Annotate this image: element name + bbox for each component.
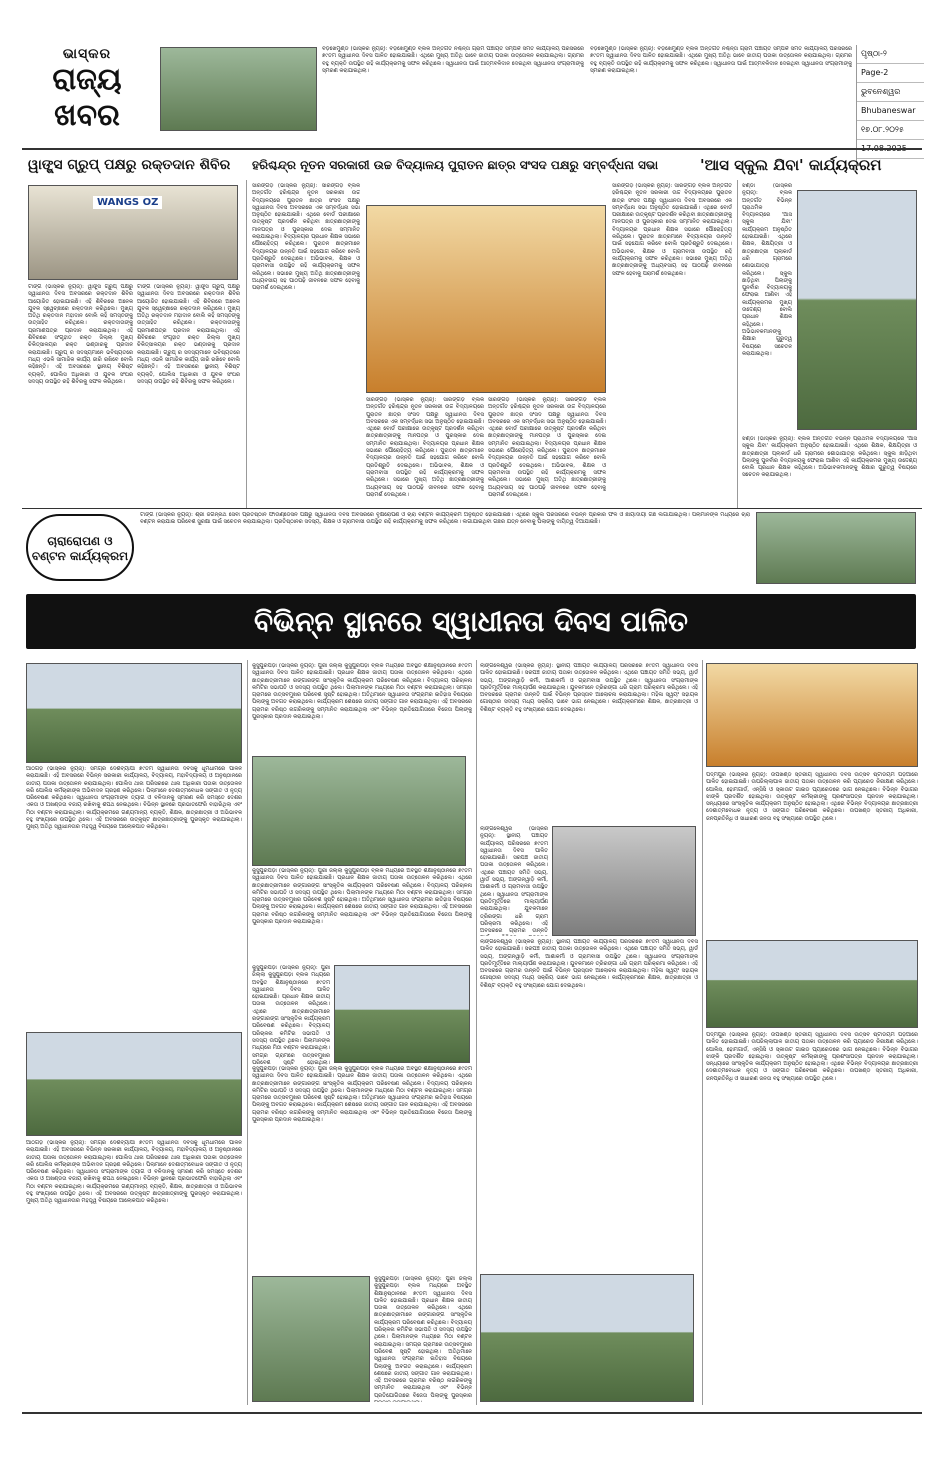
tree-flag-photo [334, 965, 470, 1063]
school-story-col2: ସାରଙ୍ଗଡ଼ (ଭାସ୍କର ନ୍ୟୁଜ୍): ସାରଙ୍ଗଡ଼ ବ୍ଲକ ଅନ୍ତର୍ଗତ ହରିଶ୍ଚନ୍ଦ୍ର ନୂତନ ସରକାରୀ ଉଚ୍ଚ ବିଦ୍ୟାଳୟରେ ପୁରାତନ ଛାତ୍ର ସଂସଦ ପକ୍ଷରୁ ସ୍ୱାଧୀନତା ଦିବସ ଅବସରରେ ଏକ ସମ୍ବର୍ଦ୍ଧନା ସଭା ଅନୁଷ୍ଠିତ ହୋଇଯାଇଛି। ଏଥିରେ ବୋର୍ଡ ପରୀକ୍ଷାରେ ଉତ୍କୃଷ୍ଟ ପ୍ରଦର୍ଶନ କରିଥିବା ଛାତ୍ରଛାତ୍ରୀଙ୍କୁ ମାନପତ୍ର ଓ ପୁରସ୍କାର ଦେଇ ସମ୍ମାନିତ କରାଯାଇଥିଲା। ବିଦ୍ୟାଳୟର ପ୍ରଧାନ ଶିକ୍ଷକ ସଭାରେ ପୌରୋହିତ୍ୟ କରିଥିଲେ। ପୁରାତନ ଛାତ୍ରମାନେ ବିଦ୍ୟାଳୟର ଉନ୍ନତି ପାଇଁ ସହଯୋଗ କରିବେ ବୋଲି ପ୍ରତିଶ୍ରୁତି ଦେଇଥିଲେ। ଅଭିଭାବକ, ଶିକ୍ଷକ ଓ ଗ୍ରାମବାସୀ ଉପସ୍ଥିତ ରହି କାର୍ଯ୍ୟକ୍ରମକୁ ସଫଳ କରିଥିଲେ। ସଭାରେ ମୁଖ୍ୟ ଅତିଥି ଛାତ୍ରଛାତ୍ରୀଙ୍କୁ ଅଧ୍ୟବସାୟ ସହ ପାଠପଢ଼ି ଜୀବନରେ ସଫଳ ହେବାକୁ ପରାମର୍ଶ ଦେଇଥିଲେ। [366, 397, 484, 498]
plantation-label-line1: ଚାରାରୋପଣ ଓ [47, 534, 113, 548]
stadium-ceremony-photo [706, 663, 918, 767]
top-strip-story: ବଡ଼ଖେମୁଣ୍ଡି (ଭାସ୍କର ନ୍ୟୁଜ୍): ବଡ଼ଖେମୁଣ୍ଡି ବ୍ଲକ ଅନ୍ତର୍ଗତ ନିଶ୍ଚିନ୍ତା ଗ୍ରାମ ପଞ୍ଚାୟତ ସମ୍ପର୍କ ସମିତି କାର୍ଯ୍ୟାଳୟ ପରିସରରେ ୭୯ତମ ସ୍ୱାଧୀନତା ଦିବସ ପାଳିତ ହୋଇଯାଇଛି। ଏଥିରେ ମୁଖ୍ୟ ଅତିଥି ଭାବେ ଜାତୀୟ ପତାକା ଉତ୍ତୋଳନ କରାଯାଇଥିଲା। ଗ୍ରାମର ବହୁ ବ୍ୟକ୍ତି ଉପସ୍ଥିତ ରହି କାର୍ଯ୍ୟକ୍ରମକୁ ସଫଳ କରିଥିଲେ। ସ୍ୱାଧୀନତା ପାଇଁ ଆତ୍ମବଳିଦାନ ଦେଇଥିବା ସ୍ୱାଧୀନତା ସଂଗ୍ରାମୀଙ୍କୁ ସ୍ମରଣ କରାଯାଇଥିଲା। [322, 46, 584, 74]
plantation-label [26, 514, 134, 581]
plantation-story: ଟାଙ୍ଗି (ଭାସ୍କର ନ୍ୟୁଜ୍): ଶ୍ରୀ ଜଗନ୍ନାଥ ସେବା ପ୍ରତିଷ୍ଠାନ ଫାଉଣ୍ଡେସନ ପକ୍ଷରୁ ସ୍ୱାଧୀନତା ଦିବସ ଅବସରରେ ବୃକ୍ଷରୋପଣ ଓ ଚାରା ବଣ୍ଟନ କାର୍ଯ୍ୟକ୍ରମ ଅନୁଷ୍ଠିତ ହୋଇଯାଇଛି। ଏଥିରେ ସ୍କୁଲ ପରିସରରେ ବିଭିନ୍ନ ପ୍ରକାର ଫଳ ଓ ଛାୟାଦାୟୀ ଗଛ ଲଗାଯାଇଥିଲା। ପିଲାମାନଙ୍କ ମଧ୍ୟରେ ଚାରା ବଣ୍ଟନ କରାଯାଇ ପରିବେଶ ସୁରକ୍ଷା ପାଇଁ ସଚେତନ କରାଯାଇଥିଲା। ପ୍ରତିଷ୍ଠାନର ସଦସ୍ୟ, ଶିକ୍ଷକ ଓ ଗ୍ରାମବାସୀ ଉପସ୍ଥିତ ରହି କାର୍ଯ୍ୟକ୍ରମକୁ ସଫଳ କରିଥିଲେ। ଲଗାଯାଇଥିବା ଗଛର ଯତ୍ନ ନେବାକୁ ପିଲାଙ୍କୁ ଦାୟିତ୍ୱ ଦିଆଯାଇଛି। [140, 512, 750, 526]
independence-story-col3b: ଲାଙ୍ଗଳେଶ୍ୱର (ଭାସ୍କର ନ୍ୟୁଜ୍): ସ୍ଥାନୀୟ ପଞ୍ଚାୟତ କାର୍ଯ୍ୟାଳୟ ପରିସରରେ ୭୯ତମ ସ୍ୱାଧୀନତା ଦିବସ ପାଳିତ ହୋଇଯାଇଛି। ସରପଞ୍ଚ ଜାତୀୟ ପତାକା ଉତ୍ତୋଳନ କରିଥିଲେ। ଏଥିରେ ପଞ୍ଚାୟତ ସମିତି ସଭ୍ୟ, ୱାର୍ଡ ସଭ୍ୟ, ଅଙ୍ଗନୱାଡ଼ି କର୍ମୀ, ଆଶାକର୍ମୀ ଓ ଗ୍ରାମବାସୀ ଉପସ୍ଥିତ ଥିଲେ। ସ୍ୱାଧୀନତା ସଂଗ୍ରାମୀଙ୍କ ପ୍ରତିମୂର୍ତ୍ତିରେ ମାଲ୍ୟାର୍ପଣ କରାଯାଇଥିଲା। ଯୁବକମାନେ ତ୍ରିରଙ୍ଗା ଧରି ଗ୍ରାମ ପରିକ୍ରମା କରିଥିଲେ। ଏହି ଅବସରରେ ଗ୍ରାମର ଉନ୍ନତି [480, 826, 548, 935]
masthead-rule [22, 148, 922, 150]
independence-story-col1: ଆଠଗଡ଼ (ଭାସ୍କର ନ୍ୟୁଜ୍): ସମଗ୍ର ଦେଶବ୍ୟାପୀ ୭୯ତମ ସ୍ୱାଧୀନତା ଦିବସକୁ ଧୂମଧାମରେ ପାଳନ କରାଯାଇଛି। ଏହି ଅବସରରେ ବିଭିନ୍ନ ସରକାରୀ କାର୍ଯ୍ୟାଳୟ, ବିଦ୍ୟାଳୟ, ମହାବିଦ୍ୟାଳୟ ଓ ଅନୁଷ୍ଠାନରେ ଜାତୀୟ ପତାକା ଉତ୍ତୋଳନ କରାଯାଇଥିଲା। ପୋଲିସ ଥାନା ପରିସରରେ ଥାନା ଅଧିକାରୀ ପତାକା ଉତ୍ତୋଳନ କରି ପୋଲିସ କର୍ମଚାରୀଙ୍କ ଅଭିବାଦନ ଗ୍ରହଣ କରିଥିଲେ। ପିଲାମାନେ ଦେଶାତ୍ମବୋଧକ ସଙ୍ଗୀତ ଓ ନୃତ୍ୟ ପରିବେଷଣ କରିଥିଲେ। ସ୍ୱାଧୀନତା ସଂଗ୍ରାମୀଙ୍କ ତ୍ୟାଗ ଓ ବଳିଦାନକୁ ସ୍ମରଣ କରି ସମସ୍ତେ ଦେଶର ଏକତା ଓ ଅଖଣ୍ଡତା ବଜାୟ ରଖିବାକୁ ଶପଥ ନେଇଥିଲେ। ବିଭିନ୍ନ ସ୍ଥାନରେ ପ୍ରଭାତଫେରି ବାହାରିଥିଲା ଏବଂ ମିଠା ବଣ୍ଟନ କରାଯାଇଥିଲା। କାର୍ଯ୍ୟକ୍ରମରେ ଗଣ୍ୟମାନ୍ୟ ବ୍ୟକ୍ତି, ଶିକ୍ଷକ, ଛାତ୍ରଛାତ୍ରୀ ଓ ଅଭିଭାବକ ବହୁ ସଂଖ୍ୟାରେ ଉପସ୍ଥିତ ଥିଲେ। ଏହି ଅବସରରେ ଉତ୍କୃଷ୍ଟ ଛାତ୍ରଛାତ୍ରୀଙ୍କୁ ପୁରସ୍କୃତ କରାଯାଇଥିଲା। ମୁଖ୍ୟ ଅତିଥି ସ୍ୱାଧୀନତାର ମହତ୍ତ୍ୱ ବିଷୟରେ ଆଲୋକପାତ କରିଥିଲେ। [26, 766, 242, 831]
blood-donation-photo [28, 185, 238, 280]
column-divider [737, 180, 738, 508]
school-rally-photo [797, 190, 917, 430]
blood-donation-story: ଟାଙ୍ଗି (ଭାସ୍କର ନ୍ୟୁଜ୍): ୱାଙ୍ଗ୍ସ ଗ୍ରୁପ୍ ପକ୍ଷରୁ ସ୍ୱାଧୀନତା ଦିବସ ଅବସରରେ ରକ୍ତଦାନ ଶିବିର ଆୟୋଜିତ ହୋଇଯାଇଛି। ଏହି ଶିବିରରେ ଅନେକ ଯୁବକ ସ୍ୱେଚ୍ଛାରେ ରକ୍ତଦାନ କରିଥିଲେ। ମୁଖ୍ୟ ଅତିଥି ରକ୍ତଦାନ ମହାଦାନ ବୋଲି କହି ସମସ୍ତଙ୍କୁ ଉତ୍ସାହିତ କରିଥିଲେ। ରକ୍ତଦାତାଙ୍କୁ ପ୍ରମାଣପତ୍ର ପ୍ରଦାନ କରାଯାଇଥିଲା। ଏହି ଶିବିରରେ ସଂଗୃହୀତ ରକ୍ତ ଜିଲ୍ଲା ମୁଖ୍ୟ ଚିକିତ୍ସାଳୟର ରକ୍ତ ଭଣ୍ଡାରକୁ ପ୍ରଦାନ କରାଯାଇଛି। ଗ୍ରୁପ୍ ର ସଦସ୍ୟମାନେ ଭବିଷ୍ୟତରେ ମଧ୍ୟ ଏଭଳି ସାମାଜିକ କାର୍ଯ୍ୟ ଜାରି ରଖିବେ ବୋଲି କହିଛନ୍ତି। ଏହି ଅବସରରେ ସ୍ଥାନୀୟ ବିଶିଷ୍ଟ ବ୍ୟକ୍ତି, ପୋଲିସ ଅଧିକାରୀ ଓ ଯୁବକ ସଂଘର ସଦସ୍ୟ ଉପସ୍ଥିତ ରହି ଶିବିରକୁ ସଫଳ କରିଥିଲେ। [28, 284, 133, 385]
independence-story-col3c: ଲାଙ୍ଗଳେଶ୍ୱର (ଭାସ୍କର ନ୍ୟୁଜ୍): ସ୍ଥାନୀୟ ପଞ୍ଚାୟତ କାର୍ଯ୍ୟାଳୟ ପରିସରରେ ୭୯ତମ ସ୍ୱାଧୀନତା ଦିବସ ପାଳିତ ହୋଇଯାଇଛି। ସରପଞ୍ଚ ଜାତୀୟ ପତାକା ଉତ୍ତୋଳନ କରିଥିଲେ। ଏଥିରେ ପଞ୍ଚାୟତ ସମିତି ସଭ୍ୟ, ୱାର୍ଡ ସଭ୍ୟ, ଅଙ୍ଗନୱାଡ଼ି କର୍ମୀ, ଆଶାକର୍ମୀ ଓ ଗ୍ରାମବାସୀ ଉପସ୍ଥିତ ଥିଲେ। ସ୍ୱାଧୀନତା ସଂଗ୍ରାମୀଙ୍କ ପ୍ରତିମୂର୍ତ୍ତିରେ ମାଲ୍ୟାର୍ପଣ କରାଯାଇଥିଲା। ଯୁବକମାନେ ତ୍ରିରଙ୍ଗା ଧରି ଗ୍ରାମ ପରିକ୍ରମା କରିଥିଲେ। ଏହି ଅବସରରେ ଗ୍ରାମର ଉନ୍ନତି ପାଇଁ ବିଭିନ୍ନ ପ୍ରସ୍ତାବ ଆଲୋଚନା କରାଯାଇଥିଲା। ମହିଳା ସ୍ୱୟଂ ସହାୟକ ଗୋଷ୍ଠୀର ସଦସ୍ୟ ମଧ୍ୟ ସକ୍ରିୟ ଭାବେ ଭାଗ ନେଇଥିଲେ। କାର୍ଯ୍ୟକ୍ରମରେ ଶିକ୍ଷକ, ଛାତ୍ରଛାତ୍ରୀ ଓ ବିଶିଷ୍ଟ ବ୍ୟକ୍ତି ବହୁ ସଂଖ୍ୟାରେ ଯୋଗ ଦେଇଥିଲେ। [480, 939, 698, 989]
independence-story-col2d: କୁସୁପୁରପଡ଼ା (ଭାସ୍କର ନ୍ୟୁଜ୍): ପୁରୀ ଜିଲ୍ଲା କୁସୁପୁରପଡ଼ା ବ୍ଲକ ମଧ୍ୟରେ ଅବସ୍ଥିତ ଶିକ୍ଷାନୁଷ୍ଠାନରେ ୭୯ତମ ସ୍ୱାଧୀନତା ଦିବସ ପାଳିତ ହୋଇଯାଇଛି। ପ୍ରଧାନ ଶିକ୍ଷକ ଜାତୀୟ ପତାକା ଉତ୍ତୋଳନ କରିଥିଲେ। ଏଥିରେ ଛାତ୍ରଛାତ୍ରୀମାନେ ରଙ୍ଗାରଙ୍ଗ ସାଂସ୍କୃତିକ କାର୍ଯ୍ୟକ୍ରମ ପରିବେଷଣ କରିଥିଲେ। ବିଦ୍ୟାଳୟ ପରିଚାଳନା କମିଟିର ସଭାପତି ଓ ସଦସ୍ୟ ଉପସ୍ଥିତ ଥିଲେ। ପିଲାମାନଙ୍କ ମଧ୍ୟରେ ମିଠା ବଣ୍ଟନ କରାଯାଇଥିଲା। ସମଗ୍ର ଗ୍ରାମରେ ଉତ୍ସବମୁଖର ପରିବେଶ ସୃଷ୍ଟି ହୋଇଥିଲା। ଅତିଥିମାନେ ସ୍ୱାଧୀନତା ସଂଗ୍ରାମର ଇତିହାସ ବିଷୟରେ ପିଲାଙ୍କୁ ଅବଗତ କରାଇଥିଲେ। କାର୍ଯ୍ୟକ୍ରମ ଶେଷରେ ଜାତୀୟ ସଙ୍ଗୀତ ଗାନ କରାଯାଇଥିଲା। ଏହି ଅବସରରେ ଗ୍ରାମର ବରିଷ୍ଠ ନାଗରିକଙ୍କୁ ସମ୍ମାନିତ କରାଯାଇଥିଲା ଏବଂ ବିଭିନ୍ନ ପ୍ରତିଯୋଗିତାରେ ବିଜେତା ପିଲାଙ୍କୁ ପୁରସ୍କାର ପ୍ରଦାନ କରାଯାଇଥିଲା। [252, 1066, 472, 1124]
aasa-story-col1: ଝଣ୍ଡା (ଭାସ୍କର ନ୍ୟୁଜ୍): ବ୍ଲକ ଅନ୍ତର୍ଗତ ବିଭିନ୍ନ ପ୍ରାଥମିକ ବିଦ୍ୟାଳୟରେ 'ଆସ ସ୍କୁଲ ଯିବା' କାର୍ଯ୍ୟକ୍ରମ ଅନୁଷ୍ଠିତ ହୋଇଯାଇଛି। ଏଥିରେ ଶିକ୍ଷକ, ଶିକ୍ଷୟିତ୍ରୀ ଓ ଛାତ୍ରଛାତ୍ରୀ ପ୍ଲାକାର୍ଡ ଧରି ଗ୍ରାମରେ ଶୋଭାଯାତ୍ରା କରିଥିଲେ। ସ୍କୁଲ ଛାଡ଼ିଥିବା ପିଲାଙ୍କୁ ପୁନର୍ବାର ବିଦ୍ୟାଳୟକୁ ଫେରାଇ ଆଣିବା ଏହି କାର୍ଯ୍ୟକ୍ରମର ମୁଖ୍ୟ ଉଦ୍ଦେଶ୍ୟ ବୋଲି ପ୍ରଧାନ ଶିକ୍ଷକ କହିଥିଲେ। ଅଭିଭାବକମାନଙ୍କୁ ଶିକ୍ଷାର ଗୁରୁତ୍ୱ ବିଷୟରେ ସଚେତନ କରାଯାଇଥିଲା। [742, 183, 792, 357]
school-felicitation-headline: ହରିଶ୍ଚନ୍ଦ୍ର ନୂତନ ସରକାରୀ ଉଚ୍ଚ ବିଦ୍ୟାଳୟ ପୁରାତନ ଛାତ୍ର ସଂସଦ ପକ୍ଷରୁ ସମ୍ବର୍ଦ୍ଧନା ସଭା [252, 158, 659, 172]
section-rule [22, 508, 922, 509]
aasa-school-jiba-headline: 'ଆସ ସ୍କୁଲ ଯିବା' କାର୍ଯ୍ୟକ୍ରମ [700, 156, 882, 174]
page-info [856, 45, 924, 165]
section-title-line2: ଖବର [54, 98, 120, 133]
school-story-col4: ସାରଙ୍ଗଡ଼ (ଭାସ୍କର ନ୍ୟୁଜ୍): ସାରଙ୍ଗଡ଼ ବ୍ଲକ ଅନ୍ତର୍ଗତ ହରିଶ୍ଚନ୍ଦ୍ର ନୂତନ ସରକାରୀ ଉଚ୍ଚ ବିଦ୍ୟାଳୟରେ ପୁରାତନ ଛାତ୍ର ସଂସଦ ପକ୍ଷରୁ ସ୍ୱାଧୀନତା ଦିବସ ଅବସରରେ ଏକ ସମ୍ବର୍ଦ୍ଧନା ସଭା ଅନୁଷ୍ଠିତ ହୋଇଯାଇଛି। ଏଥିରେ ବୋର୍ଡ ପରୀକ୍ଷାରେ ଉତ୍କୃଷ୍ଟ ପ୍ରଦର୍ଶନ କରିଥିବା ଛାତ୍ରଛାତ୍ରୀଙ୍କୁ ମାନପତ୍ର ଓ ପୁରସ୍କାର ଦେଇ ସମ୍ମାନିତ କରାଯାଇଥିଲା। ବିଦ୍ୟାଳୟର ପ୍ରଧାନ ଶିକ୍ଷକ ସଭାରେ ପୌରୋହିତ୍ୟ କରିଥିଲେ। ପୁରାତନ ଛାତ୍ରମାନେ ବିଦ୍ୟାଳୟର ଉନ୍ନତି ପାଇଁ ସହଯୋଗ କରିବେ ବୋଲି ପ୍ରତିଶ୍ରୁତି ଦେଇଥିଲେ। ଅଭିଭାବକ, ଶିକ୍ଷକ ଓ ଗ୍ରାମବାସୀ ଉପସ୍ଥିତ ରହି କାର୍ଯ୍ୟକ୍ରମକୁ ସଫଳ କରିଥିଲେ। ସଭାରେ ମୁଖ୍ୟ ଅତିଥି ଛାତ୍ରଛାତ୍ରୀଙ୍କୁ ଅଧ୍ୟବସାୟ ସହ ପାଠପଢ଼ି ଜୀବନରେ ସଫଳ ହେବାକୁ ପରାମର୍ଶ ଦେଇଥିଲେ। [612, 183, 732, 277]
city-en: Bhubaneswar [857, 102, 924, 121]
page-number-odia: ପୃଷ୍ଠା-୨ [857, 45, 924, 64]
panchayat-meeting-photo [552, 826, 696, 936]
page-number-en: Page-2 [857, 64, 924, 83]
plantation-photo [756, 512, 916, 584]
felicitation-ceremony-photo [366, 205, 606, 393]
aasa-story-col2: ଝଣ୍ଡା (ଭାସ୍କର ନ୍ୟୁଜ୍): ବ୍ଲକ ଅନ୍ତର୍ଗତ ବିଭିନ୍ନ ପ୍ରାଥମିକ ବିଦ୍ୟାଳୟରେ 'ଆସ ସ୍କୁଲ ଯିବା' କାର୍ଯ୍ୟକ୍ରମ ଅନୁଷ୍ଠିତ ହୋଇଯାଇଛି। ଏଥିରେ ଶିକ୍ଷକ, ଶିକ୍ଷୟିତ୍ରୀ ଓ ଛାତ୍ରଛାତ୍ରୀ ପ୍ଲାକାର୍ଡ ଧରି ଗ୍ରାମରେ ଶୋଭାଯାତ୍ରା କରିଥିଲେ। ସ୍କୁଲ ଛାଡ଼ିଥିବା ପିଲାଙ୍କୁ ପୁନର୍ବାର ବିଦ୍ୟାଳୟକୁ ଫେରାଇ ଆଣିବା ଏହି କାର୍ଯ୍ୟକ୍ରମର ମୁଖ୍ୟ ଉଦ୍ଦେଶ୍ୟ ବୋଲି ପ୍ରଧାନ ଶିକ୍ଷକ କହିଥିଲେ। ଅଭିଭାବକମାନଙ୍କୁ ଶିକ୍ଷାର ଗୁରୁତ୍ୱ ବିଷୟରେ ସଚେତନ କରାଯାଇଥିଲା। [742, 436, 917, 479]
independence-story-col4b: ପଦ୍ମପୁର (ଭାସ୍କର ନ୍ୟୁଜ୍): ଉପଖଣ୍ଡ ସ୍ତରୀୟ ସ୍ୱାଧୀନତା ଦିବସ ଉତ୍ସବ ଷ୍ଟାଡିୟମ ପଡ଼ିଆରେ ପାଳିତ ହୋଇଯାଇଛି। ଉପଜିଲ୍ଲାପାଳ ଜାତୀୟ ପତାକା ଉତ୍ତୋଳନ କରି ପ୍ୟାରେଡ ନିରୀକ୍ଷଣ କରିଥିଲେ। ପୋଲିସ, ହୋମଗାର୍ଡ, ଏନ୍‌ସିସି ଓ ସ୍କାଉଟ ଗାଇଡ ପ୍ୟାରେଡରେ ଭାଗ ନେଇଥିଲେ। ବିଭିନ୍ନ ବିଭାଗର ଝାଙ୍କି ପ୍ରଦର୍ଶିତ ହୋଇଥିଲା। ଉତ୍କୃଷ୍ଟ କର୍ମଚାରୀଙ୍କୁ ପ୍ରଶଂସାପତ୍ର ପ୍ରଦାନ କରାଯାଇଥିଲା। ସନ୍ଧ୍ୟାରେ ସାଂସ୍କୃତିକ କାର୍ଯ୍ୟକ୍ରମ ଅନୁଷ୍ଠିତ ହୋଇଥିଲା। ଏଥିରେ ବିଭିନ୍ନ ବିଦ୍ୟାଳୟର ଛାତ୍ରଛାତ୍ରୀ ଦେଶାତ୍ମବୋଧକ ନୃତ୍ୟ ଓ ସଙ୍ଗୀତ ପରିବେଷଣ କରିଥିଲେ। ଉପଖଣ୍ଡ ସ୍ତରୀୟ ଅଧିକାରୀ, ଜନପ୍ରତିନିଧି ଓ ସାଧାରଣ ଜନତା ବହୁ ସଂଖ୍ୟାରେ ଉପସ୍ଥିତ ଥିଲେ। [706, 1032, 918, 1082]
independence-story-col2e: କୁସୁପୁରପଡ଼ା (ଭାସ୍କର ନ୍ୟୁଜ୍): ପୁରୀ ଜିଲ୍ଲା କୁସୁପୁରପଡ଼ା ବ୍ଲକ ମଧ୍ୟରେ ଅବସ୍ଥିତ ଶିକ୍ଷାନୁଷ୍ଠାନରେ ୭୯ତମ ସ୍ୱାଧୀନତା ଦିବସ ପାଳିତ ହୋଇଯାଇଛି। ପ୍ରଧାନ ଶିକ୍ଷକ ଜାତୀୟ ପତାକା ଉତ୍ତୋଳନ କରିଥିଲେ। ଏଥିରେ ଛାତ୍ରଛାତ୍ରୀମାନେ ରଙ୍ଗାରଙ୍ଗ ସାଂସ୍କୃତିକ କାର୍ଯ୍ୟକ୍ରମ ପରିବେଷଣ କରିଥିଲେ। ବିଦ୍ୟାଳୟ ପରିଚାଳନା କମିଟିର ସଭାପତି ଓ ସଦସ୍ୟ ଉପସ୍ଥିତ ଥିଲେ। ପିଲାମାନଙ୍କ ମଧ୍ୟରେ ମିଠା ବଣ୍ଟନ କରାଯାଇଥିଲା। ସମଗ୍ର ଗ୍ରାମରେ ଉତ୍ସବମୁଖର ପରିବେଶ ସୃଷ୍ଟି ହୋଇଥିଲା। ଅତିଥିମାନେ ସ୍ୱାଧୀନତା ସଂଗ୍ରାମର ଇତିହାସ ବିଷୟରେ ପିଲାଙ୍କୁ ଅବଗତ କରାଇଥିଲେ। କାର୍ଯ୍ୟକ୍ରମ ଶେଷରେ ଜାତୀୟ ସଙ୍ଗୀତ ଗାନ କରାଯାଇଥିଲା। ଏହି ଅବସରରେ ଗ୍ରାମର ବରିଷ୍ଠ ନାଗରିକଙ୍କୁ ସମ୍ମାନିତ କରାଯାଇଥିଲା ଏବଂ ବିଭିନ୍ନ ପ୍ରତିଯୋଗିତାରେ ବିଜେତା ପିଲାଙ୍କୁ ପୁରସ୍କାର [374, 1276, 472, 1399]
date-odia: ୧୭.୦୮.୨୦୨୫ [857, 121, 924, 140]
flag-hoisting-photo [26, 1032, 242, 1136]
officials-group-photo [706, 940, 918, 1028]
column-divider [247, 660, 248, 1405]
independence-day-banner: ବିଭିନ୍ନ ସ୍ଥାନରେ ସ୍ୱାଧୀନତା ଦିବସ ପାଳିତ [26, 594, 916, 649]
school-story-col1: ସାରଙ୍ଗଡ଼ (ଭାସ୍କର ନ୍ୟୁଜ୍): ସାରଙ୍ଗଡ଼ ବ୍ଲକ ଅନ୍ତର୍ଗତ ହରିଶ୍ଚନ୍ଦ୍ର ନୂତନ ସରକାରୀ ଉଚ୍ଚ ବିଦ୍ୟାଳୟରେ ପୁରାତନ ଛାତ୍ର ସଂସଦ ପକ୍ଷରୁ ସ୍ୱାଧୀନତା ଦିବସ ଅବସରରେ ଏକ ସମ୍ବର୍ଦ୍ଧନା ସଭା ଅନୁଷ୍ଠିତ ହୋଇଯାଇଛି। ଏଥିରେ ବୋର୍ଡ ପରୀକ୍ଷାରେ ଉତ୍କୃଷ୍ଟ ପ୍ରଦର୍ଶନ କରିଥିବା ଛାତ୍ରଛାତ୍ରୀଙ୍କୁ ମାନପତ୍ର ଓ ପୁରସ୍କାର ଦେଇ ସମ୍ମାନିତ କରାଯାଇଥିଲା। ବିଦ୍ୟାଳୟର ପ୍ରଧାନ ଶିକ୍ଷକ ସଭାରେ ପୌରୋହିତ୍ୟ କରିଥିଲେ। ପୁରାତନ ଛାତ୍ରମାନେ ବିଦ୍ୟାଳୟର ଉନ୍ନତି ପାଇଁ ସହଯୋଗ କରିବେ ବୋଲି ପ୍ରତିଶ୍ରୁତି ଦେଇଥିଲେ। ଅଭିଭାବକ, ଶିକ୍ଷକ ଓ ଗ୍ରାମବାସୀ ଉପସ୍ଥିତ ରହି କାର୍ଯ୍ୟକ୍ରମକୁ ସଫଳ କରିଥିଲେ। ସଭାରେ ମୁଖ୍ୟ ଅତିଥି ଛାତ୍ରଛାତ୍ରୀଙ୍କୁ ଅଧ୍ୟବସାୟ ସହ ପାଠପଢ଼ି ଜୀବନରେ ସଫଳ ହେବାକୁ ପରାମର୍ଶ ଦେଇଥିଲେ। [252, 183, 360, 292]
masthead [22, 46, 152, 164]
column-divider [246, 180, 247, 508]
bottom-rule [22, 1412, 922, 1414]
police-parade-photo [26, 663, 242, 763]
independence-day-group-photo [160, 47, 317, 131]
children-flag-photo [252, 756, 466, 866]
plantation-label-line2: ବଣ୍ଟନ କାର୍ଯ୍ୟକ୍ରମ [31, 549, 129, 563]
publication-name: ଭାସ୍କର [62, 46, 112, 62]
blood-donation-story-continued: ଟାଙ୍ଗି (ଭାସ୍କର ନ୍ୟୁଜ୍): ୱାଙ୍ଗ୍ସ ଗ୍ରୁପ୍ ପକ୍ଷରୁ ସ୍ୱାଧୀନତା ଦିବସ ଅବସରରେ ରକ୍ତଦାନ ଶିବିର ଆୟୋଜିତ ହୋଇଯାଇଛି। ଏହି ଶିବିରରେ ଅନେକ ଯୁବକ ସ୍ୱେଚ୍ଛାରେ ରକ୍ତଦାନ କରିଥିଲେ। ମୁଖ୍ୟ ଅତିଥି ରକ୍ତଦାନ ମହାଦାନ ବୋଲି କହି ସମସ୍ତଙ୍କୁ ଉତ୍ସାହିତ କରିଥିଲେ। ରକ୍ତଦାତାଙ୍କୁ ପ୍ରମାଣପତ୍ର ପ୍ରଦାନ କରାଯାଇଥିଲା। ଏହି ଶିବିରରେ ସଂଗୃହୀତ ରକ୍ତ ଜିଲ୍ଲା ମୁଖ୍ୟ ଚିକିତ୍ସାଳୟର ରକ୍ତ ଭଣ୍ଡାରକୁ ପ୍ରଦାନ କରାଯାଇଛି। ଗ୍ରୁପ୍ ର ସଦସ୍ୟମାନେ ଭବିଷ୍ୟତରେ ମଧ୍ୟ ଏଭଳି ସାମାଜିକ କାର୍ଯ୍ୟ ଜାରି ରଖିବେ ବୋଲି କହିଛନ୍ତି। ଏହି ଅବସରରେ ସ୍ଥାନୀୟ ବିଶିଷ୍ଟ ବ୍ୟକ୍ତି, ପୋଲିସ ଅଧିକାରୀ ଓ ଯୁବକ ସଂଘର ସଦସ୍ୟ ଉପସ୍ଥିତ ରହି ଶିବିରକୁ ସଫଳ କରିଥିଲେ। [137, 284, 240, 385]
blood-donation-headline: ୱାଙ୍ଗ୍ସ ଗ୍ରୁପ୍ ପକ୍ଷରୁ ରକ୍ତଦାନ ଶିବିର [28, 157, 231, 173]
independence-story-col2: କୁସୁପୁରପଡ଼ା (ଭାସ୍କର ନ୍ୟୁଜ୍): ପୁରୀ ଜିଲ୍ଲା କୁସୁପୁରପଡ଼ା ବ୍ଲକ ମଧ୍ୟରେ ଅବସ୍ଥିତ ଶିକ୍ଷାନୁଷ୍ଠାନରେ ୭୯ତମ ସ୍ୱାଧୀନତା ଦିବସ ପାଳିତ ହୋଇଯାଇଛି। ପ୍ରଧାନ ଶିକ୍ଷକ ଜାତୀୟ ପତାକା ଉତ୍ତୋଳନ କରିଥିଲେ। ଏଥିରେ ଛାତ୍ରଛାତ୍ରୀମାନେ ରଙ୍ଗାରଙ୍ଗ ସାଂସ୍କୃତିକ କାର୍ଯ୍ୟକ୍ରମ ପରିବେଷଣ କରିଥିଲେ। ବିଦ୍ୟାଳୟ ପରିଚାଳନା କମିଟିର ସଭାପତି ଓ ସଦସ୍ୟ ଉପସ୍ଥିତ ଥିଲେ। ପିଲାମାନଙ୍କ ମଧ୍ୟରେ ମିଠା ବଣ୍ଟନ କରାଯାଇଥିଲା। ସମଗ୍ର ଗ୍ରାମରେ ଉତ୍ସବମୁଖର ପରିବେଶ ସୃଷ୍ଟି ହୋଇଥିଲା। ଅତିଥିମାନେ ସ୍ୱାଧୀନତା ସଂଗ୍ରାମର ଇତିହାସ ବିଷୟରେ ପିଲାଙ୍କୁ ଅବଗତ କରାଇଥିଲେ। କାର୍ଯ୍ୟକ୍ରମ ଶେଷରେ ଜାତୀୟ ସଙ୍ଗୀତ ଗାନ କରାଯାଇଥିଲା। ଏହି ଅବସରରେ ଗ୍ରାମର ବରିଷ୍ଠ ନାଗରିକଙ୍କୁ ସମ୍ମାନିତ କରାଯାଇଥିଲା ଏବଂ ବିଭିନ୍ନ ପ୍ରତିଯୋଗିତାରେ ବିଜେତା ପିଲାଙ୍କୁ ପୁରସ୍କାର ପ୍ରଦାନ କରାଯାଇଥିଲା। [252, 663, 472, 721]
column-divider [476, 660, 477, 1405]
section-title-line1: ରାଜ୍ୟ [52, 62, 122, 97]
independence-story-col3: ଲାଙ୍ଗଳେଶ୍ୱର (ଭାସ୍କର ନ୍ୟୁଜ୍): ସ୍ଥାନୀୟ ପଞ୍ଚାୟତ କାର୍ଯ୍ୟାଳୟ ପରିସରରେ ୭୯ତମ ସ୍ୱାଧୀନତା ଦିବସ ପାଳିତ ହୋଇଯାଇଛି। ସରପଞ୍ଚ ଜାତୀୟ ପତାକା ଉତ୍ତୋଳନ କରିଥିଲେ। ଏଥିରେ ପଞ୍ଚାୟତ ସମିତି ସଭ୍ୟ, ୱାର୍ଡ ସଭ୍ୟ, ଅଙ୍ଗନୱାଡ଼ି କର୍ମୀ, ଆଶାକର୍ମୀ ଓ ଗ୍ରାମବାସୀ ଉପସ୍ଥିତ ଥିଲେ। ସ୍ୱାଧୀନତା ସଂଗ୍ରାମୀଙ୍କ ପ୍ରତିମୂର୍ତ୍ତିରେ ମାଲ୍ୟାର୍ପଣ କରାଯାଇଥିଲା। ଯୁବକମାନେ ତ୍ରିରଙ୍ଗା ଧରି ଗ୍ରାମ ପରିକ୍ରମା କରିଥିଲେ। ଏହି ଅବସରରେ ଗ୍ରାମର ଉନ୍ନତି ପାଇଁ ବିଭିନ୍ନ ପ୍ରସ୍ତାବ ଆଲୋଚନା କରାଯାଇଥିଲା। ମହିଳା ସ୍ୱୟଂ ସହାୟକ ଗୋଷ୍ଠୀର ସଦସ୍ୟ ମଧ୍ୟ ସକ୍ରିୟ ଭାବେ ଭାଗ ନେଇଥିଲେ। କାର୍ଯ୍ୟକ୍ରମରେ ଶିକ୍ଷକ, ଛାତ୍ରଛାତ୍ରୀ ଓ ବିଶିଷ୍ଟ ବ୍ୟକ୍ତି ବହୁ ସଂଖ୍ୟାରେ ଯୋଗ ଦେଇଥିଲେ। [480, 663, 698, 713]
school-assembly-photo [252, 1276, 370, 1402]
independence-story-col2b: କୁସୁପୁରପଡ଼ା (ଭାସ୍କର ନ୍ୟୁଜ୍): ପୁରୀ ଜିଲ୍ଲା କୁସୁପୁରପଡ଼ା ବ୍ଲକ ମଧ୍ୟରେ ଅବସ୍ଥିତ ଶିକ୍ଷାନୁଷ୍ଠାନରେ ୭୯ତମ ସ୍ୱାଧୀନତା ଦିବସ ପାଳିତ ହୋଇଯାଇଛି। ପ୍ରଧାନ ଶିକ୍ଷକ ଜାତୀୟ ପତାକା ଉତ୍ତୋଳନ କରିଥିଲେ। ଏଥିରେ ଛାତ୍ରଛାତ୍ରୀମାନେ ରଙ୍ଗାରଙ୍ଗ ସାଂସ୍କୃତିକ କାର୍ଯ୍ୟକ୍ରମ ପରିବେଷଣ କରିଥିଲେ। ବିଦ୍ୟାଳୟ ପରିଚାଳନା କମିଟିର ସଭାପତି ଓ ସଦସ୍ୟ ଉପସ୍ଥିତ ଥିଲେ। ପିଲାମାନଙ୍କ ମଧ୍ୟରେ ମିଠା ବଣ୍ଟନ କରାଯାଇଥିଲା। ସମଗ୍ର ଗ୍ରାମରେ ଉତ୍ସବମୁଖର ପରିବେଶ ସୃଷ୍ଟି ହୋଇଥିଲା। ଅତିଥିମାନେ ସ୍ୱାଧୀନତା ସଂଗ୍ରାମର ଇତିହାସ ବିଷୟରେ ପିଲାଙ୍କୁ ଅବଗତ କରାଇଥିଲେ। କାର୍ଯ୍ୟକ୍ରମ ଶେଷରେ ଜାତୀୟ ସଙ୍ଗୀତ ଗାନ କରାଯାଇଥିଲା। ଏହି ଅବସରରେ ଗ୍ରାମର ବରିଷ୍ଠ ନାଗରିକଙ୍କୁ ସମ୍ମାନିତ କରାଯାଇଥିଲା ଏବଂ ବିଭିନ୍ନ ପ୍ରତିଯୋଗିତାରେ ବିଜେତା ପିଲାଙ୍କୁ ପୁରସ୍କାର ପ୍ରଦାନ କରାଯାଇଥିଲା। [252, 868, 472, 926]
column-divider [702, 660, 703, 1405]
independence-story-col4: ପଦ୍ମପୁର (ଭାସ୍କର ନ୍ୟୁଜ୍): ଉପଖଣ୍ଡ ସ୍ତରୀୟ ସ୍ୱାଧୀନତା ଦିବସ ଉତ୍ସବ ଷ୍ଟାଡିୟମ ପଡ଼ିଆରେ ପାଳିତ ହୋଇଯାଇଛି। ଉପଜିଲ୍ଲାପାଳ ଜାତୀୟ ପତାକା ଉତ୍ତୋଳନ କରି ପ୍ୟାରେଡ ନିରୀକ୍ଷଣ କରିଥିଲେ। ପୋଲିସ, ହୋମଗାର୍ଡ, ଏନ୍‌ସିସି ଓ ସ୍କାଉଟ ଗାଇଡ ପ୍ୟାରେଡରେ ଭାଗ ନେଇଥିଲେ। ବିଭିନ୍ନ ବିଭାଗର ଝାଙ୍କି ପ୍ରଦର୍ଶିତ ହୋଇଥିଲା। ଉତ୍କୃଷ୍ଟ କର୍ମଚାରୀଙ୍କୁ ପ୍ରଶଂସାପତ୍ର ପ୍ରଦାନ କରାଯାଇଥିଲା। ସନ୍ଧ୍ୟାରେ ସାଂସ୍କୃତିକ କାର୍ଯ୍ୟକ୍ରମ ଅନୁଷ୍ଠିତ ହୋଇଥିଲା। ଏଥିରେ ବିଭିନ୍ନ ବିଦ୍ୟାଳୟର ଛାତ୍ରଛାତ୍ରୀ ଦେଶାତ୍ମବୋଧକ ନୃତ୍ୟ ଓ ସଙ୍ଗୀତ ପରିବେଷଣ କରିଥିଲେ। ଉପଖଣ୍ଡ ସ୍ତରୀୟ ଅଧିକାରୀ, ଜନପ୍ରତିନିଧି ଓ ସାଧାରଣ ଜନତା ବହୁ ସଂଖ୍ୟାରେ ଉପସ୍ଥିତ ଥିଲେ। [706, 772, 918, 822]
city-odia: ଭୁବନେଶ୍ୱର [857, 83, 924, 102]
independence-story-col1-continued: ଆଠଗଡ଼ (ଭାସ୍କର ନ୍ୟୁଜ୍): ସମଗ୍ର ଦେଶବ୍ୟାପୀ ୭୯ତମ ସ୍ୱାଧୀନତା ଦିବସକୁ ଧୂମଧାମରେ ପାଳନ କରାଯାଇଛି। ଏହି ଅବସରରେ ବିଭିନ୍ନ ସରକାରୀ କାର୍ଯ୍ୟାଳୟ, ବିଦ୍ୟାଳୟ, ମହାବିଦ୍ୟାଳୟ ଓ ଅନୁଷ୍ଠାନରେ ଜାତୀୟ ପତାକା ଉତ୍ତୋଳନ କରାଯାଇଥିଲା। ପୋଲିସ ଥାନା ପରିସରରେ ଥାନା ଅଧିକାରୀ ପତାକା ଉତ୍ତୋଳନ କରି ପୋଲିସ କର୍ମଚାରୀଙ୍କ ଅଭିବାଦନ ଗ୍ରହଣ କରିଥିଲେ। ପିଲାମାନେ ଦେଶାତ୍ମବୋଧକ ସଙ୍ଗୀତ ଓ ନୃତ୍ୟ ପରିବେଷଣ କରିଥିଲେ। ସ୍ୱାଧୀନତା ସଂଗ୍ରାମୀଙ୍କ ତ୍ୟାଗ ଓ ବଳିଦାନକୁ ସ୍ମରଣ କରି ସମସ୍ତେ ଦେଶର ଏକତା ଓ ଅଖଣ୍ଡତା ବଜାୟ ରଖିବାକୁ ଶପଥ ନେଇଥିଲେ। ବିଭିନ୍ନ ସ୍ଥାନରେ ପ୍ରଭାତଫେରି ବାହାରିଥିଲା ଏବଂ ମିଠା ବଣ୍ଟନ କରାଯାଇଥିଲା। କାର୍ଯ୍ୟକ୍ରମରେ ଗଣ୍ୟମାନ୍ୟ ବ୍ୟକ୍ତି, ଶିକ୍ଷକ, ଛାତ୍ରଛାତ୍ରୀ ଓ ଅଭିଭାବକ ବହୁ ସଂଖ୍ୟାରେ ଉପସ୍ଥିତ ଥିଲେ। ଏହି ଅବସରରେ ଉତ୍କୃଷ୍ଟ ଛାତ୍ରଛାତ୍ରୀଙ୍କୁ ପୁରସ୍କୃତ କରାଯାଇଥିଲା। ମୁଖ୍ୟ ଅତିଥି ସ୍ୱାଧୀନତାର ମହତ୍ତ୍ୱ ବିଷୟରେ ଆଲୋକପାତ କରିଥିଲେ। [26, 1140, 242, 1205]
top-strip-story-continued: ବଡ଼ଖେମୁଣ୍ଡି (ଭାସ୍କର ନ୍ୟୁଜ୍): ବଡ଼ଖେମୁଣ୍ଡି ବ୍ଲକ ଅନ୍ତର୍ଗତ ନିଶ୍ଚିନ୍ତା ଗ୍ରାମ ପଞ୍ଚାୟତ ସମ୍ପର୍କ ସମିତି କାର୍ଯ୍ୟାଳୟ ପରିସରରେ ୭୯ତମ ସ୍ୱାଧୀନତା ଦିବସ ପାଳିତ ହୋଇଯାଇଛି। ଏଥିରେ ମୁଖ୍ୟ ଅତିଥି ଭାବେ ଜାତୀୟ ପତାକା ଉତ୍ତୋଳନ କରାଯାଇଥିଲା। ଗ୍ରାମର ବହୁ ବ୍ୟକ୍ତି ଉପସ୍ଥିତ ରହି କାର୍ଯ୍ୟକ୍ରମକୁ ସଫଳ କରିଥିଲେ। ସ୍ୱାଧୀନତା ପାଇଁ ଆତ୍ମବଳିଦାନ ଦେଇଥିବା ସ୍ୱାଧୀନତା ସଂଗ୍ରାମୀଙ୍କୁ ସ୍ମରଣ କରାଯାଇଥିଲା। [590, 46, 852, 74]
independence-story-col2c: କୁସୁପୁରପଡ଼ା (ଭାସ୍କର ନ୍ୟୁଜ୍): ପୁରୀ ଜିଲ୍ଲା କୁସୁପୁରପଡ଼ା ବ୍ଲକ ମଧ୍ୟରେ ଅବସ୍ଥିତ ଶିକ୍ଷାନୁଷ୍ଠାନରେ ୭୯ତମ ସ୍ୱାଧୀନତା ଦିବସ ପାଳିତ ହୋଇଯାଇଛି। ପ୍ରଧାନ ଶିକ୍ଷକ ଜାତୀୟ ପତାକା ଉତ୍ତୋଳନ କରିଥିଲେ। ଏଥିରେ ଛାତ୍ରଛାତ୍ରୀମାନେ ରଙ୍ଗାରଙ୍ଗ ସାଂସ୍କୃତିକ କାର୍ଯ୍ୟକ୍ରମ ପରିବେଷଣ କରିଥିଲେ। ବିଦ୍ୟାଳୟ ପରିଚାଳନା କମିଟିର ସଭାପତି ଓ ସଦସ୍ୟ ଉପସ୍ଥିତ ଥିଲେ। ପିଲାମାନଙ୍କ ମଧ୍ୟରେ ମିଠା ବଣ୍ଟନ କରାଯାଇଥିଲା। ସମଗ୍ର ଗ୍ରାମରେ ଉତ୍ସବମୁଖର ପରିବେଶ ସୃଷ୍ଟି ହୋଇଥିଲା। [252, 965, 330, 1065]
school-story-col3: ସାରଙ୍ଗଡ଼ (ଭାସ୍କର ନ୍ୟୁଜ୍): ସାରଙ୍ଗଡ଼ ବ୍ଲକ ଅନ୍ତର୍ଗତ ହରିଶ୍ଚନ୍ଦ୍ର ନୂତନ ସରକାରୀ ଉଚ୍ଚ ବିଦ୍ୟାଳୟରେ ପୁରାତନ ଛାତ୍ର ସଂସଦ ପକ୍ଷରୁ ସ୍ୱାଧୀନତା ଦିବସ ଅବସରରେ ଏକ ସମ୍ବର୍ଦ୍ଧନା ସଭା ଅନୁଷ୍ଠିତ ହୋଇଯାଇଛି। ଏଥିରେ ବୋର୍ଡ ପରୀକ୍ଷାରେ ଉତ୍କୃଷ୍ଟ ପ୍ରଦର୍ଶନ କରିଥିବା ଛାତ୍ରଛାତ୍ରୀଙ୍କୁ ମାନପତ୍ର ଓ ପୁରସ୍କାର ଦେଇ ସମ୍ମାନିତ କରାଯାଇଥିଲା। ବିଦ୍ୟାଳୟର ପ୍ରଧାନ ଶିକ୍ଷକ ସଭାରେ ପୌରୋହିତ୍ୟ କରିଥିଲେ। ପୁରାତନ ଛାତ୍ରମାନେ ବିଦ୍ୟାଳୟର ଉନ୍ନତି ପାଇଁ ସହଯୋଗ କରିବେ ବୋଲି ପ୍ରତିଶ୍ରୁତି ଦେଇଥିଲେ। ଅଭିଭାବକ, ଶିକ୍ଷକ ଓ ଗ୍ରାମବାସୀ ଉପସ୍ଥିତ ରହି କାର୍ଯ୍ୟକ୍ରମକୁ ସଫଳ କରିଥିଲେ। ସଭାରେ ମୁଖ୍ୟ ଅତିଥି ଛାତ୍ରଛାତ୍ରୀଙ୍କୁ ଅଧ୍ୟବସାୟ ସହ ପାଠପଢ଼ି ଜୀବନରେ ସଫଳ ହେବାକୁ ପରାମର୍ଶ ଦେଇଥିଲେ। [488, 397, 606, 498]
wangs-banner: WANGS OZ [93, 196, 162, 209]
village-flag-photo [480, 1274, 694, 1402]
